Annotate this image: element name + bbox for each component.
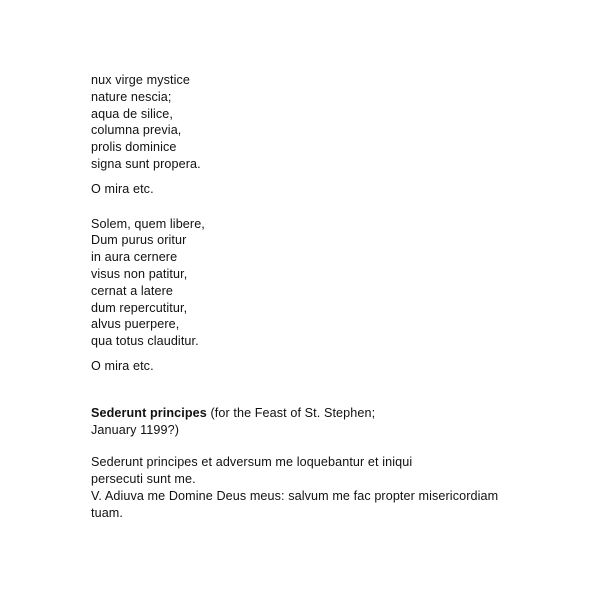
refrain-2: O mira etc. (91, 358, 154, 373)
verse-line: alvus puerpere, (91, 317, 180, 332)
body-line: persecuti sunt me. (91, 472, 196, 487)
verse-line: signa sunt propera. (91, 156, 201, 171)
text-page (91, 72, 551, 522)
stanza-2 (91, 216, 551, 350)
verse-line: Solem, quem libere, (91, 216, 205, 231)
section-heading (91, 405, 551, 422)
verse-line: dum repercutitur, (91, 300, 188, 315)
body-line: Sederunt principes et adversum me loquebantur et iniqui (91, 455, 413, 470)
verse-line: aqua de silice, (91, 106, 174, 121)
section-subtitle-continued: January 1199?) (91, 422, 179, 437)
verse-line: nature nescia; (91, 89, 172, 104)
verse-line: columna previa, (91, 123, 182, 138)
body-line: V. Adiuva me Domine Deus meus: salvum me fac propter misericordiam (91, 488, 499, 503)
verse-line: nux virge mystice (91, 73, 190, 87)
section-sederunt (91, 405, 551, 522)
verse-line: visus non patitur, (91, 266, 188, 281)
verse-line: in aura cernere (91, 250, 178, 265)
verse-line: qua totus clauditur. (91, 334, 199, 349)
verse-line: Dum purus oritur (91, 233, 187, 248)
verse-line: prolis dominice (91, 140, 177, 155)
verse-line: cernat a latere (91, 283, 174, 298)
body-line: tuam. (91, 505, 123, 520)
stanza-1 (91, 72, 551, 173)
section-body (91, 454, 551, 521)
section-title: Sederunt principes (91, 405, 207, 420)
section-subtitle: (for the Feast of St. Stephen; (206, 405, 376, 420)
refrain-1: O mira etc. (91, 181, 154, 196)
